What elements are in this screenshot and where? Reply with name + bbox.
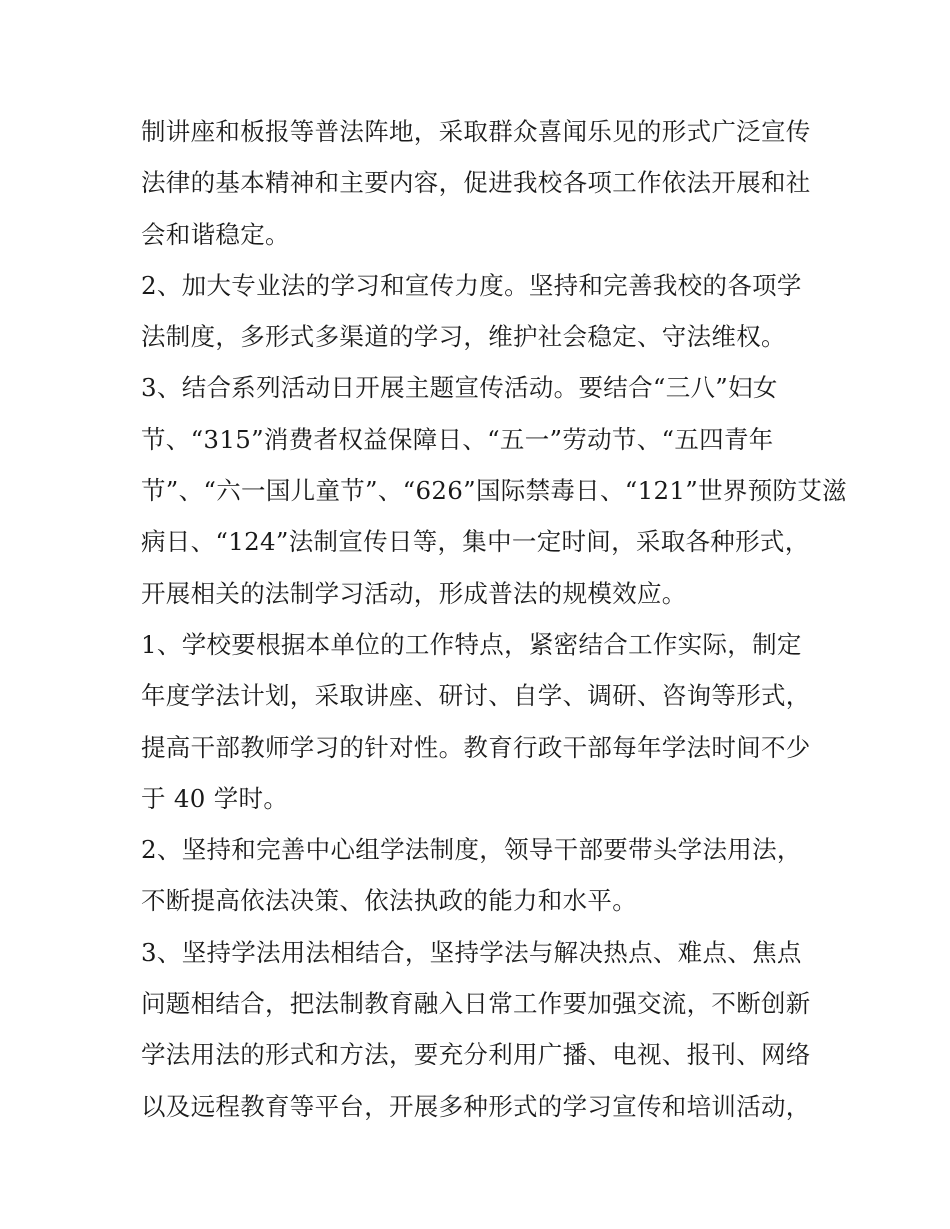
text-line: 会和谐稳定。 [141,219,290,249]
text-line: 制讲座和板报等普法阵地，采取群众喜闻乐见的形式广泛宣传 [141,117,811,146]
text-line: 问题相结合，把法制教育融入日常工作要加强交流，不断创新 [141,989,811,1019]
text-line: 2、坚持和完善中心组学法制度，领导干部要带头学法用法， [141,835,802,865]
body-text [141,106,847,1132]
text-line: 法律的基本精神和主要内容，促进我校各项工作依法开展和社 [141,168,811,198]
text-line: 开展相关的法制学习活动，形成普法的规模效应。 [141,578,687,608]
text-line: 年度学法计划，采取讲座、研讨、自学、调研、咨询等形式， [141,681,811,711]
text-line: 节”、“六一国儿童节”、“626”国际禁毒日、“121”世界预防艾滋 [141,476,847,506]
text-line: 3、坚持学法用法相结合，坚持学法与解决热点、难点、焦点 [141,937,802,967]
text-line: 病日、“124”法制宣传日等，集中一定时间，采取各种形式， [141,527,810,557]
text-line: 提高干部教师学习的针对性。教育行政干部每年学法时间不少 [141,732,811,762]
text-line: 1、学校要根据本单位的工作特点，紧密结合工作实际，制定 [141,629,802,659]
text-line: 不断提高依法决策、依法执政的能力和水平。 [141,886,637,916]
text-line: 3、结合系列活动日开展主题宣传活动。要结合“三八”妇女 [141,373,778,403]
text-line: 于 40 学时。 [141,783,289,813]
text-line: 学法用法的形式和方法，要充分利用广播、电视、报刊、网络 [141,1040,811,1070]
text-line: 2、加大专业法的学习和宣传力度。坚持和完善我校的各项学 [141,270,802,300]
text-line: 以及远程教育等平台，开展多种形式的学习宣传和培训活动， [141,1091,811,1121]
text-line: 法制度，多形式多渠道的学习，维护社会稳定、守法维权。 [141,322,786,352]
text-line: 节、“315”消费者权益保障日、“五一”劳动节、“五四青年 [141,424,774,454]
